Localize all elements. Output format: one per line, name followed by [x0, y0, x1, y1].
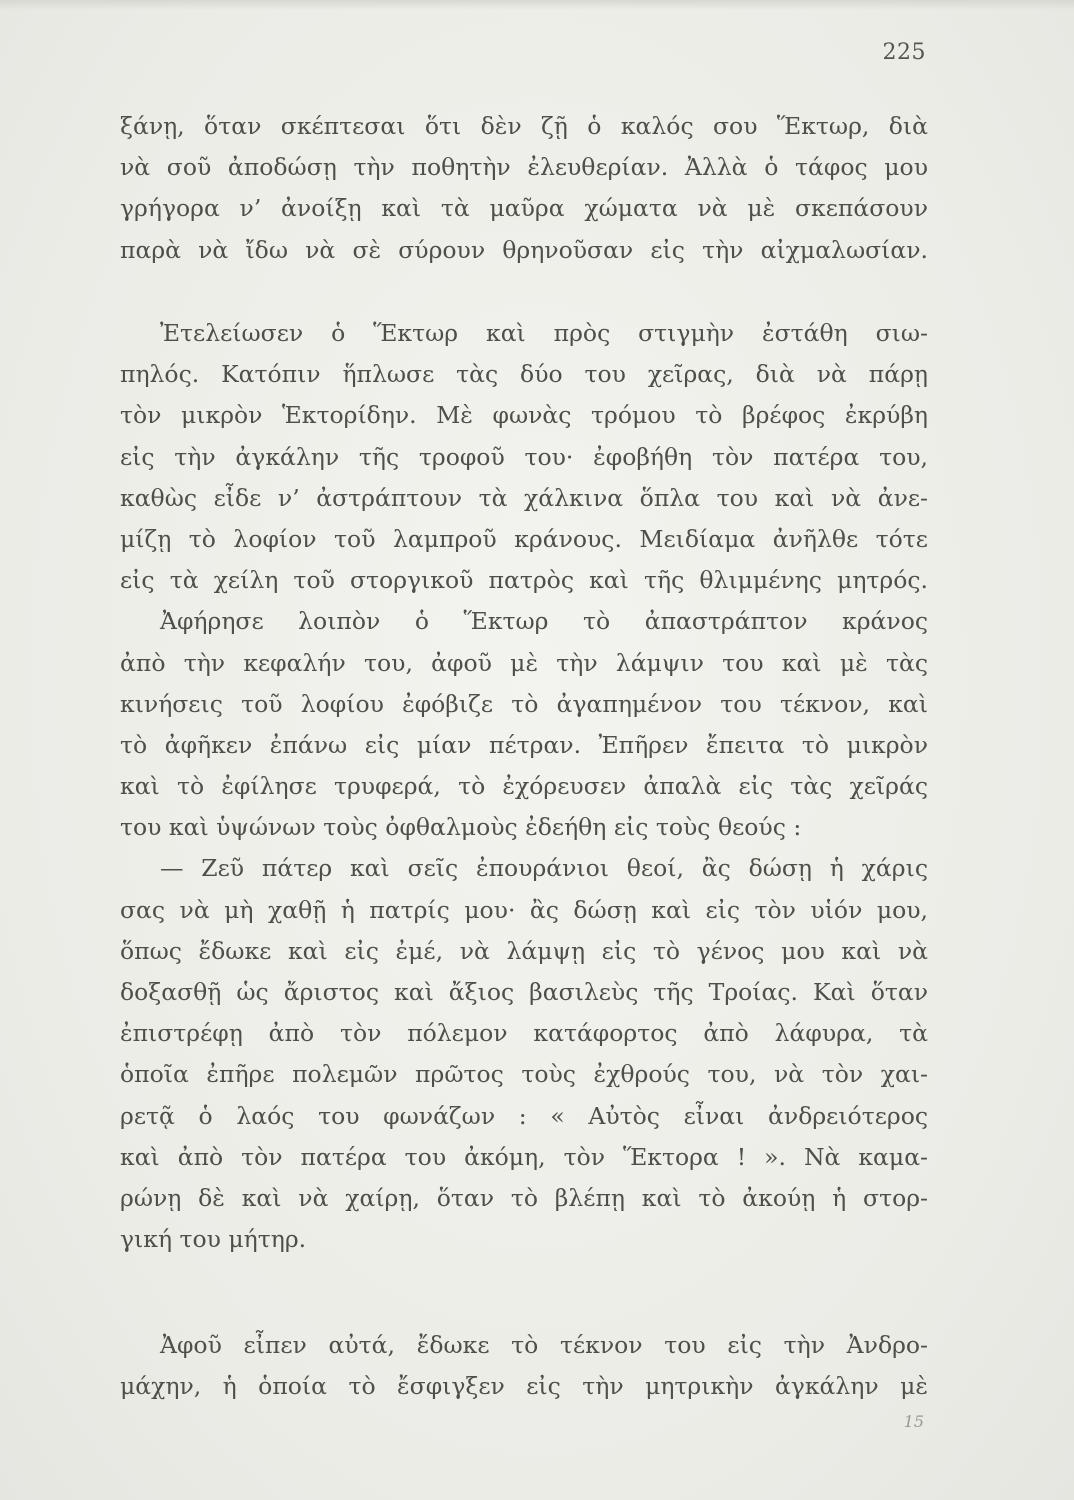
text-line: ὅπως ἔδωκε καὶ εἰς ἐμέ, νὰ λάμψῃ εἰς τὸ γένος μου καὶ νὰ	[120, 936, 928, 965]
text-line: δοξασθῇ ὡς ἄριστος καὶ ἄξιος βασιλεὺς τῆς Τροίας. Καὶ ὅταν	[120, 978, 928, 1006]
page-number: 225	[882, 40, 926, 65]
text-line: τὸν μικρὸν Ἑκτορίδην. Μὲ φωνὰς τρόμου τὸ βρέφος ἐκρύβη	[120, 401, 928, 430]
text-line: γρήγορα ν’ ἀνοίξῃ καὶ τὰ μαῦρα χώματα νὰ μὲ σκεπάσουν	[120, 194, 928, 223]
text-line: πηλός. Κατόπιν ἥπλωσε τὰς δύο του χεῖρας, διὰ νὰ πάρῃ	[120, 360, 928, 389]
text-line: ρετᾷ ὁ λαός του φωνάζων : « Αὐτὸς εἶναι ἀνδρειότερος	[120, 1101, 928, 1130]
text-line: ὁποῖα ἐπῆρε πολεμῶν πρῶτος τοὺς ἐχθρούς του, νὰ τὸν χαι-	[120, 1060, 928, 1089]
text-line: εἰς τὴν ἀγκάλην τῆς τροφοῦ του· ἐφοβήθη τὸν πατέρα του,	[120, 442, 928, 471]
text-line: τὸ ἀφῆκεν ἐπάνω εἰς μίαν πέτραν. Ἐπῆρεν ἔπειτα τὸ μικρὸν	[120, 730, 928, 759]
text-line: Ἀφήρησε λοιπὸν ὁ Ἕκτωρ τὸ ἀπαστράπτον κράνος	[160, 607, 928, 636]
text-line: Ἐτελείωσεν ὁ Ἕκτωρ καὶ πρὸς στιγμὴν ἐστάθη σιω-	[160, 319, 928, 347]
text-line: γική του μήτηρ.	[120, 1225, 307, 1254]
text-line: μάχην, ἡ ὁποία τὸ ἔσφιγξεν εἰς τὴν μητρικὴν ἀγκάλην μὲ	[120, 1372, 928, 1401]
text-line: Ἀφοῦ εἶπεν αὐτά, ἔδωκε τὸ τέκνον του εἰς τὴν Ἀνδρο-	[160, 1331, 928, 1359]
text-line: σας νὰ μὴ χαθῇ ἡ πατρίς μου· ἂς δώσῃ καὶ εἰς τὸν υἱόν μου,	[120, 895, 928, 924]
text-line: παρὰ νὰ ἴδω νὰ σὲ σύρουν θρηνοῦσαν εἰς τὴν αἰχμαλωσίαν.	[120, 235, 928, 264]
paragraph-2	[120, 313, 928, 1260]
text-line: ξάνῃ, ὅταν σκέπτεσαι ὅτι δὲν ζῇ ὁ καλός σου Ἕκτωρ, διὰ	[120, 112, 928, 140]
text-line: ρώνῃ δὲ καὶ νὰ χαίρῃ, ὅταν τὸ βλέπῃ καὶ τὸ ἀκούῃ ἡ στορ-	[120, 1183, 928, 1212]
text-line: νὰ σοῦ ἀποδώσῃ τὴν ποθητὴν ἐλευθερίαν. Ἀλλὰ ὁ τάφος μου	[120, 153, 928, 182]
text-line: — Ζεῦ πάτερ καὶ σεῖς ἐπουράνιοι θεοί, ἂς δώσῃ ἡ χάρις	[160, 854, 928, 883]
text-line: ἀπὸ τὴν κεφαλήν του, ἀφοῦ μὲ τὴν λάμψιν του καὶ μὲ τὰς	[120, 648, 928, 677]
text-line: εἰς τὰ χείλη τοῦ στοργικοῦ πατρὸς καὶ τῆς θλιμμένης μητρός.	[120, 566, 928, 595]
text-line: καὶ ἀπὸ τὸν πατέρα του ἀκόμη, τὸν Ἕκτορα ! ». Νὰ καμα-	[120, 1142, 928, 1171]
text-line: μίζῃ τὸ λοφίον τοῦ λαμπροῦ κράνους. Μειδίαμα ἀνῆλθε τότε	[120, 524, 928, 553]
paragraph-1	[120, 106, 928, 271]
text-line: καθὼς εἶδε ν’ ἀστράπτουν τὰ χάλκινα ὅπλα του καὶ νὰ ἀνε-	[120, 483, 928, 512]
paragraph-3	[120, 1325, 928, 1407]
page-edge-shadow	[0, 0, 1074, 10]
text-line: του καὶ ὑψώνων τοὺς ὀφθαλμοὺς ἐδεήθη εἰς τοὺς θεούς :	[120, 813, 802, 842]
text-line: ἐπιστρέφῃ ἀπὸ τὸν πόλεμον κατάφορτος ἀπὸ λάφυρα, τὰ	[120, 1019, 928, 1048]
signature-mark: 15	[903, 1412, 924, 1431]
text-line: κινήσεις τοῦ λοφίου ἐφόβιζε τὸ ἀγαπημένον του τέκνον, καὶ	[120, 689, 928, 718]
text-line: καὶ τὸ ἐφίλησε τρυφερά, τὸ ἐχόρευσεν ἀπαλὰ εἰς τὰς χεῖράς	[120, 772, 928, 801]
